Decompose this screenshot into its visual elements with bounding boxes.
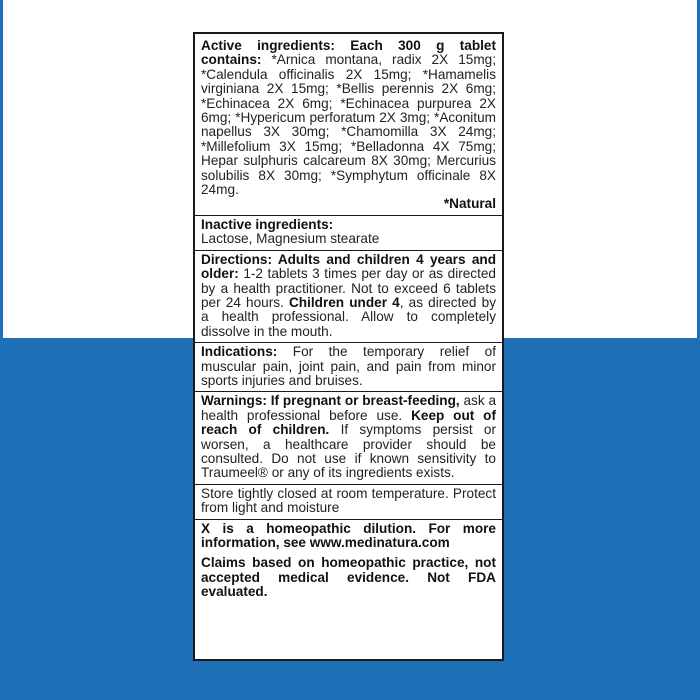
inactive-ingredients-section (195, 216, 502, 251)
active-ingredients-list: *Arnica montana, radix 2X 15mg; *Calendula officinalis 2X 15mg; *Hamamelis virginiana 2X 15mg; *Bellis perennis 2X 6mg; *Echinacea 2X 6mg; *Echinacea purpurea 2X 6mg; *Hypericum perforatum 2X 3mg; *Aconitum napellus 3X 30mg; *Chamomilla 3X 24mg; *Millefolium 3X 15mg; *Belladonna 4X 75mg; Hepar sulphuris calcareum 8X 30mg; Mercurius solubilis 8X 30mg; *Symphytum officinale 8X 24mg. (201, 52, 496, 198)
directions-text-1: 1-2 tablets 3 times per day or as directed by a health practitioner. Not to exceed 6 tablets per 24 hours. (201, 266, 496, 310)
directions-text-2: , as directed by a health professional. Allow to completely dissolve in the mouth. (201, 294, 496, 339)
claims-section (195, 556, 502, 602)
drug-facts-panel (193, 32, 504, 661)
directions-children-label: Children under 4 (288, 294, 400, 310)
active-ingredients-section (195, 34, 502, 216)
indications-heading: Indications: (201, 344, 278, 360)
natural-note: *Natural (443, 196, 496, 212)
indications-text: For the temporary relief of muscular pain, joint pain, and pain from minor sports injuries and bruises. (201, 344, 497, 388)
claims-text: Claims based on homeopathic practice, not accepted medical evidence. Not FDA evaluated. (201, 555, 496, 600)
homeopathic-note-text: X is a homeopathic dilution. For more information, see www.medinatura.com (201, 520, 496, 550)
warnings-heading: Warnings: If pregnant or breast-feeding, (201, 393, 460, 409)
active-ingredients-heading: Active ingredients: Each 300 g tablet contains: (201, 38, 496, 68)
storage-section (195, 485, 502, 520)
inactive-ingredients-text: Lactose, Magnesium stearate (201, 231, 380, 247)
storage-text: Store tightly closed at room temperature. Protect from light and moisture (201, 485, 496, 516)
directions-heading: Directions: Adults and children 4 years and older: (201, 251, 496, 282)
warnings-section (195, 392, 502, 484)
warnings-text-2: If symptoms persist or worsen, a healthcare provider should be consulted. Do not use if known sensitivity to Traumeel® or any of its ingredients exists. (201, 422, 496, 481)
homeopathic-note-section (195, 520, 502, 551)
keep-out-of-reach: Keep out of reach of children. (201, 407, 497, 438)
directions-section (195, 251, 502, 343)
indications-section (195, 343, 502, 392)
left-edge-stripe (0, 0, 3, 700)
inactive-ingredients-heading: Inactive ingredients: (201, 216, 334, 232)
warnings-text-1: ask a health professional before use. (201, 393, 497, 423)
